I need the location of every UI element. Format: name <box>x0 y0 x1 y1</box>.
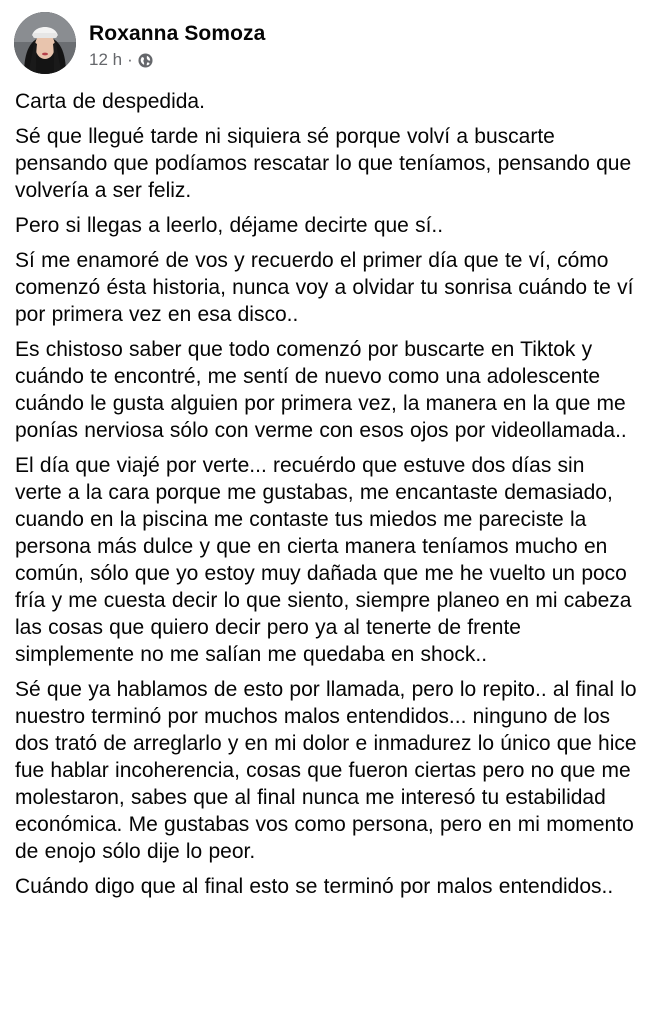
post-paragraph: Carta de despedida. <box>15 90 205 113</box>
post-meta <box>89 50 265 70</box>
post-header <box>14 12 265 74</box>
post-header-text <box>89 22 265 70</box>
post-paragraph: Es chistoso saber que todo comenzó por buscarte en Tiktok y cuándo te encontré, me sentí de nuevo como una adolescente cuándo le gusta alguien por primera vez, la manera en la que me ponías nerviosa sólo con verme con esos ojos por videollamada.. <box>15 338 627 442</box>
post-paragraph: Pero si llegas a leerlo, déjame decirte que sí.. <box>15 214 444 237</box>
avatar[interactable] <box>14 12 76 74</box>
post-time[interactable]: 12 h <box>89 50 123 69</box>
post-paragraph: Sé que llegué tarde ni siquiera sé porque volví a buscarte pensando que podíamos rescatar lo que teníamos, pensando que volvería a ser feliz. <box>15 125 632 202</box>
post-body <box>15 88 637 908</box>
meta-separator: · <box>127 50 133 69</box>
post-paragraph: Sé que ya hablamos de esto por llamada, pero lo repito.. al final lo nuestro terminó por muchos malos entendidos... ninguno de los dos trató de arreglarlo y en mi dolor e inmadurez lo único que hice fue hablar incoherencia, cosas que fueron ciertas pero no que me molestaron, sabes que al final nunca me interesó tu estabilidad económica. Me gustabas vos como persona, pero en mi momento de enojo sólo dije lo peor. <box>15 678 637 863</box>
post-paragraph: Cuándo digo que al final esto se terminó por malos entendidos.. <box>15 875 614 898</box>
globe-icon <box>138 53 153 68</box>
post-paragraph: El día que viajé por verte... recuérdo que estuve dos días sin verte a la cara porque me gustabas, me encantaste demasiado, cuando en la piscina me contaste tus miedos me pareciste la persona más dulce y que en cierta manera teníamos mucho en común, sólo que yo estoy muy dañada que me he vuelto un poco fría y me cuesta decir lo que siento, siempre planeo en mi cabeza las cosas que quiero decir pero ya al tenerte de frente simplemente no me salían me quedaba en shock.. <box>15 454 632 666</box>
post-paragraph: Sí me enamoré de vos y recuerdo el primer día que te ví, cómo comenzó ésta historia, nunca voy a olvidar tu sonrisa cuándo te ví por primera vez en esa disco.. <box>15 249 634 326</box>
author-name[interactable]: Roxanna Somoza <box>89 22 266 45</box>
